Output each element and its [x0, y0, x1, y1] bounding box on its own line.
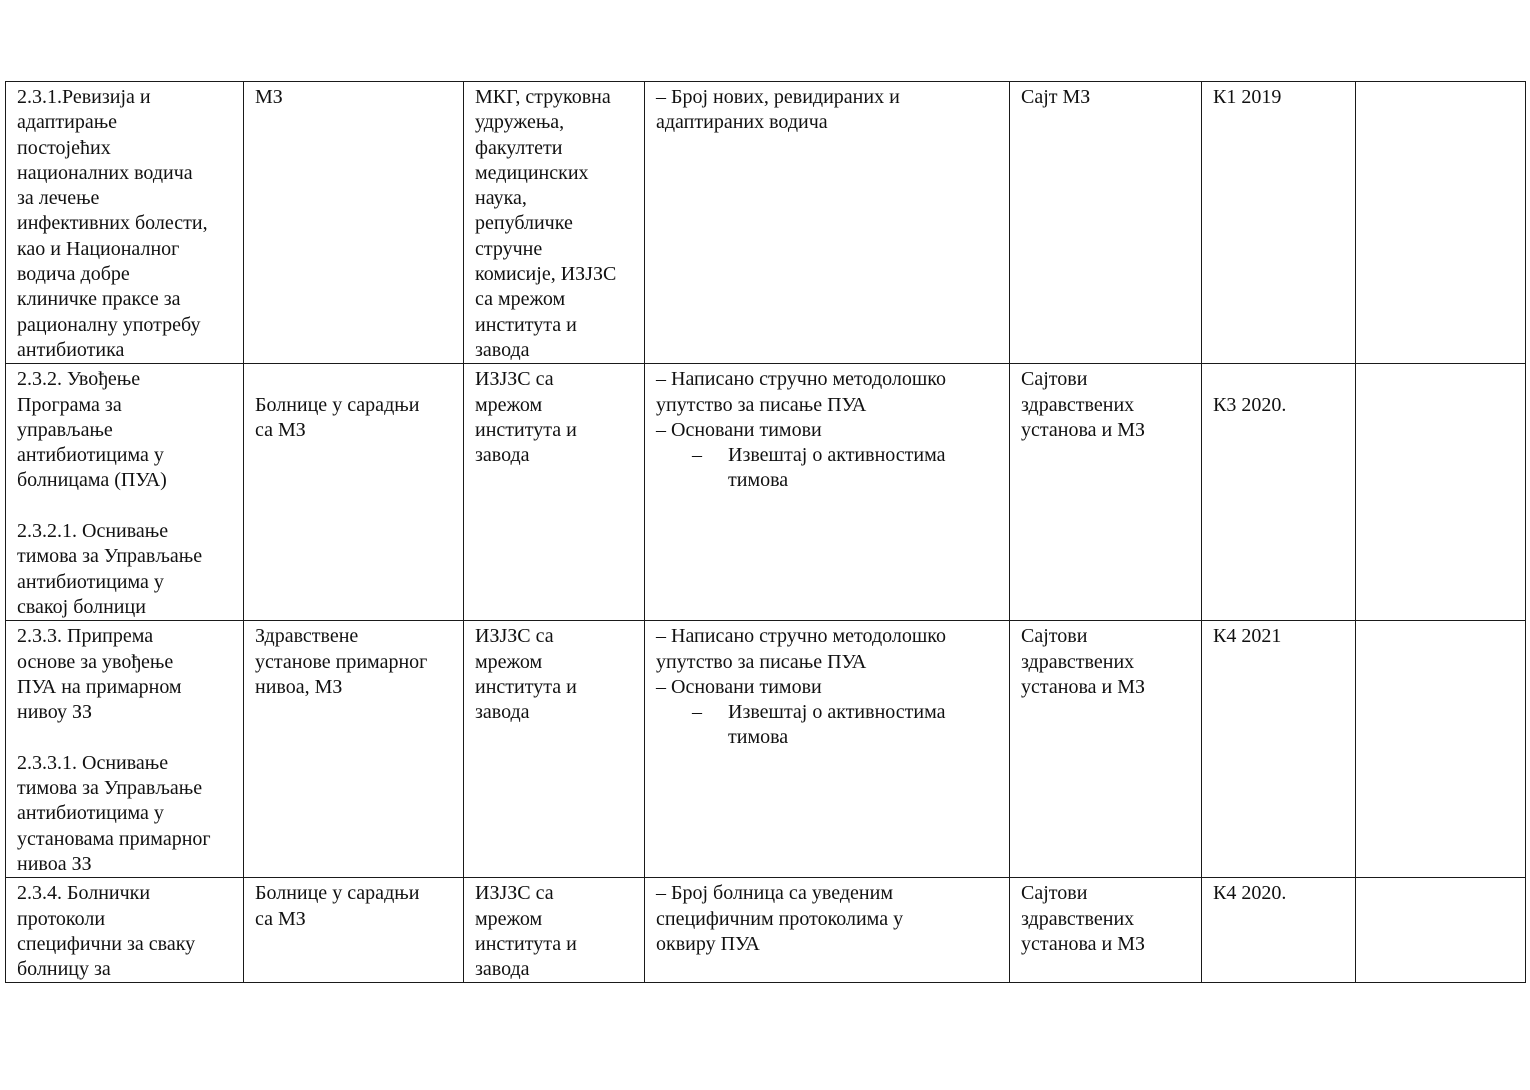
deadline-cell — [1202, 621, 1356, 878]
activity-line: инфективних болести, — [17, 212, 208, 235]
partners-line: мрежом — [475, 907, 543, 930]
source-line: здравствених — [1021, 393, 1135, 416]
responsible-line: са МЗ — [255, 418, 306, 441]
activity-line: управљање — [17, 418, 113, 441]
table-row — [6, 621, 1526, 878]
activity-cell — [6, 364, 244, 621]
sub-indicator-item — [656, 443, 1003, 494]
activity-line: 2.3.3. Припрема — [17, 625, 154, 648]
partners-line: удружења, — [475, 111, 565, 134]
source-line: Сајтови — [1021, 625, 1088, 648]
responsible-line: нивоа, МЗ — [255, 675, 343, 698]
sub-activity-line: 2.3.3.1. Оснивање — [17, 751, 169, 774]
sub-indicator-line: тимова — [728, 726, 789, 749]
indicator-line: – Написано стручно методолошко — [656, 368, 946, 391]
note-cell — [1356, 621, 1526, 878]
partners-line: института и — [475, 675, 577, 698]
sub-indicator-line: Извештај о активностима — [728, 701, 946, 724]
partners-line: са мрежом — [475, 288, 566, 311]
deadline-cell — [1202, 82, 1356, 364]
table-row — [6, 878, 1526, 983]
responsible-line: установе примарног — [255, 650, 428, 673]
source-line: Сајтови — [1021, 368, 1088, 391]
partners-line: института и — [475, 313, 577, 336]
partners-line: МКГ, струковна — [475, 86, 611, 108]
source-line: установа и МЗ — [1021, 418, 1146, 441]
indicator-line: – Број болница са уведеним — [656, 882, 893, 905]
activity-line: водича добре — [17, 263, 130, 286]
source-line: здравствених — [1021, 650, 1135, 673]
activity-line: антибиотика — [17, 338, 125, 361]
responsible-line: Болнице у сарадњи — [255, 393, 420, 416]
sub-activity-line: свакој болници — [17, 595, 146, 618]
partners-line: ИЗЈЗС са — [475, 368, 554, 391]
table-row — [6, 82, 1526, 364]
indicator-line: – Написано стручно методолошко — [656, 625, 946, 648]
deadline-text: К4 2021 — [1213, 625, 1282, 648]
source-cell — [1010, 878, 1202, 983]
dash-bullet: – — [692, 444, 702, 467]
activity-line: специфични за сваку — [17, 932, 196, 955]
indicator-line: – Основани тимови — [656, 675, 822, 698]
sub-activity-line: установама примарног — [17, 827, 211, 850]
activity-line: 2.3.1.Ревизија и — [17, 86, 151, 108]
sub-activity-line: антибиотицима у — [17, 570, 164, 593]
deadline-text: К3 2020. — [1213, 393, 1287, 416]
activity-line: за лечење — [17, 187, 100, 210]
partners-line: института и — [475, 418, 577, 441]
activity-line: нивоу ЗЗ — [17, 701, 92, 724]
sub-activity-line: тимова за Управљање — [17, 777, 203, 800]
indicator-line: адаптираних водича — [656, 111, 828, 134]
activity-line: ПУА на примарном — [17, 675, 182, 698]
partners-line: завода — [475, 958, 530, 981]
responsible-line: Болнице у сарадњи — [255, 882, 420, 905]
indicator-line: оквиру ПУА — [656, 932, 760, 955]
partners-line: републичке — [475, 212, 573, 235]
responsible-line: Здравствене — [255, 625, 359, 648]
activity-line: клиничке праксе за — [17, 288, 181, 311]
source-line: установа и МЗ — [1021, 675, 1146, 698]
activity-line: 2.3.4. Болнички — [17, 882, 151, 905]
partners-line: наука, — [475, 187, 527, 210]
activity-line: адаптирање — [17, 111, 118, 134]
partners-cell — [464, 82, 645, 364]
activity-line: антибиотицима у — [17, 444, 164, 467]
partners-line: комисије, ИЗЈЗС — [475, 263, 617, 286]
activity-line: болницу за — [17, 958, 111, 981]
partners-line: стручне — [475, 237, 543, 260]
activity-cell — [6, 621, 244, 878]
sub-indicator-line: Извештај о активностима — [728, 444, 946, 467]
source-cell — [1010, 82, 1202, 364]
spacer — [1213, 367, 1349, 392]
partners-line: мрежом — [475, 393, 543, 416]
sub-activity-line: антибиотицима у — [17, 802, 164, 825]
activity-line: основе за увођење — [17, 650, 174, 673]
activity-line: болницама (ПУА) — [17, 469, 167, 492]
partners-line: мрежом — [475, 650, 543, 673]
indicator-line: – Број нових, ревидираних и — [656, 86, 900, 108]
activity-cell — [6, 82, 244, 364]
note-cell — [1356, 878, 1526, 983]
source-line: установа и МЗ — [1021, 932, 1146, 955]
partners-line: медицинских — [475, 161, 589, 184]
responsible-cell — [244, 364, 464, 621]
partners-line: факултети — [475, 136, 563, 159]
source-line: здравствених — [1021, 907, 1135, 930]
partners-line: завода — [475, 338, 530, 361]
deadline-text: К4 2020. — [1213, 882, 1287, 905]
responsible-cell — [244, 621, 464, 878]
activity-line: протоколи — [17, 907, 106, 930]
activity-line: постојећих — [17, 136, 111, 159]
deadline-cell — [1202, 878, 1356, 983]
indicator-line: упутство за писање ПУА — [656, 650, 867, 673]
partners-cell — [464, 621, 645, 878]
spacer — [255, 367, 457, 392]
blank-line — [17, 725, 237, 750]
indicators-cell — [645, 364, 1010, 621]
indicators-cell — [645, 621, 1010, 878]
partners-line: института и — [475, 932, 577, 955]
activity-line: 2.3.2. Увођење — [17, 368, 141, 391]
activity-line: националних водича — [17, 161, 193, 184]
indicator-line: – Основани тимови — [656, 418, 822, 441]
source-line: Сајтови — [1021, 882, 1088, 905]
activity-line: Програма за — [17, 393, 122, 416]
responsible-line: МЗ — [255, 86, 283, 108]
partners-line: завода — [475, 701, 530, 724]
sub-indicator-item — [656, 700, 1003, 751]
deadline-text: К1 2019 — [1213, 86, 1282, 108]
partners-line: ИЗЈЗС са — [475, 625, 554, 648]
partners-line: завода — [475, 444, 530, 467]
blank-line — [17, 494, 237, 519]
note-cell — [1356, 82, 1526, 364]
note-cell — [1356, 364, 1526, 621]
sub-indicator-line: тимова — [728, 469, 789, 492]
activity-cell — [6, 878, 244, 983]
source-cell — [1010, 364, 1202, 621]
responsible-cell — [244, 878, 464, 983]
activity-line: рационалну употребу — [17, 313, 201, 336]
indicator-line: специфичним протоколима у — [656, 907, 904, 930]
source-line: Сајт МЗ — [1021, 86, 1091, 108]
sub-activity-line: 2.3.2.1. Оснивање — [17, 520, 169, 543]
indicators-cell — [645, 82, 1010, 364]
sub-activity-line: нивоа ЗЗ — [17, 852, 92, 875]
activity-line: као и Националног — [17, 237, 180, 260]
table-row — [6, 364, 1526, 621]
deadline-cell — [1202, 364, 1356, 621]
responsible-line: са МЗ — [255, 907, 306, 930]
source-cell — [1010, 621, 1202, 878]
partners-cell — [464, 364, 645, 621]
dash-bullet: – — [692, 701, 702, 724]
action-plan-table — [5, 81, 1526, 983]
indicator-line: упутство за писање ПУА — [656, 393, 867, 416]
responsible-cell — [244, 82, 464, 364]
indicators-cell — [645, 878, 1010, 983]
partners-line: ИЗЈЗС са — [475, 882, 554, 905]
partners-cell — [464, 878, 645, 983]
sub-activity-line: тимова за Управљање — [17, 545, 203, 568]
